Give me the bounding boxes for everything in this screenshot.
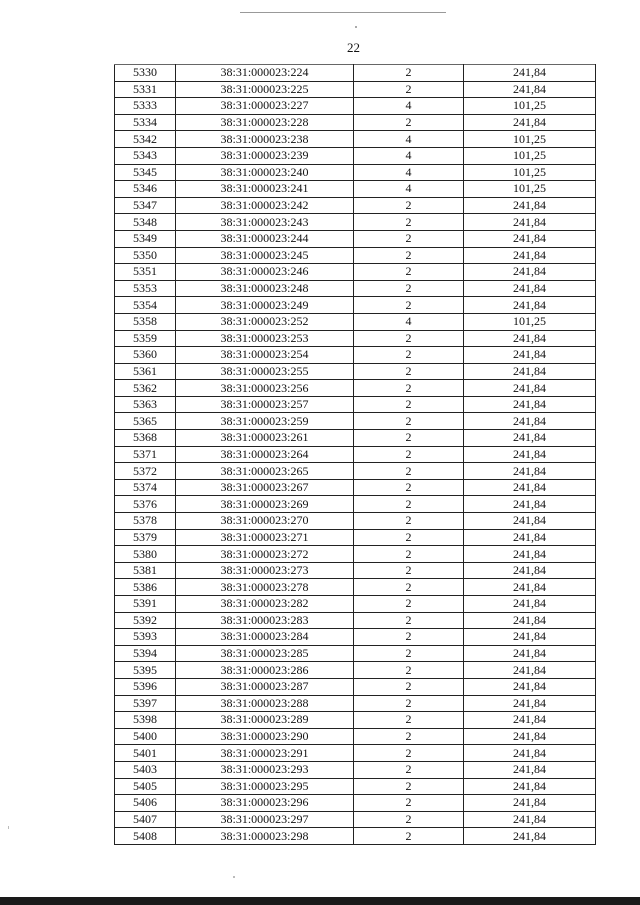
table-row	[115, 114, 596, 131]
cadastral-number-cell: 38:31:000023:244	[176, 230, 354, 247]
table-row	[115, 745, 596, 762]
count-cell: 2	[354, 612, 464, 629]
count-cell: 2	[354, 596, 464, 613]
cadastral-number-cell: 38:31:000023:239	[176, 147, 354, 164]
row-number-cell: 5405	[115, 778, 176, 795]
count-cell: 2	[354, 247, 464, 264]
count-cell: 4	[354, 164, 464, 181]
value-cell: 241,84	[464, 65, 596, 82]
row-number-cell: 5396	[115, 678, 176, 695]
scan-speck	[8, 826, 9, 829]
cadastral-number-cell: 38:31:000023:241	[176, 181, 354, 198]
row-number-cell: 5376	[115, 496, 176, 513]
cadastral-number-cell: 38:31:000023:278	[176, 579, 354, 596]
value-cell: 241,84	[464, 264, 596, 281]
cadastral-number-cell: 38:31:000023:224	[176, 65, 354, 82]
table-row	[115, 380, 596, 397]
row-number-cell: 5345	[115, 164, 176, 181]
value-cell: 101,25	[464, 164, 596, 181]
table-row	[115, 761, 596, 778]
row-number-cell: 5406	[115, 795, 176, 812]
cadastral-number-cell: 38:31:000023:287	[176, 678, 354, 695]
value-cell: 241,84	[464, 81, 596, 98]
cadastral-number-cell: 38:31:000023:248	[176, 280, 354, 297]
cadastral-number-cell: 38:31:000023:286	[176, 662, 354, 679]
cadastral-number-cell: 38:31:000023:255	[176, 363, 354, 380]
row-number-cell: 5360	[115, 347, 176, 364]
table-row	[115, 430, 596, 447]
row-number-cell: 5408	[115, 828, 176, 845]
count-cell: 2	[354, 546, 464, 563]
row-number-cell: 5330	[115, 65, 176, 82]
count-cell: 2	[354, 413, 464, 430]
count-cell: 4	[354, 181, 464, 198]
value-cell: 241,84	[464, 347, 596, 364]
cadastral-number-cell: 38:31:000023:225	[176, 81, 354, 98]
value-cell: 241,84	[464, 811, 596, 828]
value-cell: 241,84	[464, 596, 596, 613]
row-number-cell: 5358	[115, 313, 176, 330]
count-cell: 2	[354, 280, 464, 297]
value-cell: 241,84	[464, 446, 596, 463]
count-cell: 4	[354, 131, 464, 148]
count-cell: 2	[354, 380, 464, 397]
count-cell: 2	[354, 761, 464, 778]
cadastral-number-cell: 38:31:000023:272	[176, 546, 354, 563]
value-cell: 241,84	[464, 828, 596, 845]
table-row	[115, 347, 596, 364]
count-cell: 2	[354, 728, 464, 745]
count-cell: 2	[354, 396, 464, 413]
count-cell: 2	[354, 230, 464, 247]
cadastral-number-cell: 38:31:000023:243	[176, 214, 354, 231]
scan-bottom-edge	[0, 897, 640, 905]
table-row	[115, 280, 596, 297]
row-number-cell: 5393	[115, 629, 176, 646]
cadastral-number-cell: 38:31:000023:288	[176, 695, 354, 712]
table-row	[115, 596, 596, 613]
value-cell: 241,84	[464, 363, 596, 380]
table-row	[115, 81, 596, 98]
row-number-cell: 5398	[115, 712, 176, 729]
cadastral-number-cell: 38:31:000023:291	[176, 745, 354, 762]
count-cell: 2	[354, 330, 464, 347]
cadastral-number-cell: 38:31:000023:283	[176, 612, 354, 629]
value-cell: 241,84	[464, 496, 596, 513]
cadastral-number-cell: 38:31:000023:240	[176, 164, 354, 181]
count-cell: 2	[354, 795, 464, 812]
table-row	[115, 230, 596, 247]
count-cell: 2	[354, 645, 464, 662]
table-row	[115, 828, 596, 845]
value-cell: 241,84	[464, 695, 596, 712]
value-cell: 241,84	[464, 297, 596, 314]
cadastral-number-cell: 38:31:000023:259	[176, 413, 354, 430]
value-cell: 101,25	[464, 313, 596, 330]
table-row	[115, 363, 596, 380]
row-number-cell: 5353	[115, 280, 176, 297]
value-cell: 241,84	[464, 778, 596, 795]
value-cell: 241,84	[464, 380, 596, 397]
table-row	[115, 479, 596, 496]
value-cell: 241,84	[464, 247, 596, 264]
cadastral-number-cell: 38:31:000023:264	[176, 446, 354, 463]
count-cell: 2	[354, 347, 464, 364]
cadastral-number-cell: 38:31:000023:284	[176, 629, 354, 646]
count-cell: 2	[354, 197, 464, 214]
row-number-cell: 5351	[115, 264, 176, 281]
row-number-cell: 5365	[115, 413, 176, 430]
value-cell: 241,84	[464, 330, 596, 347]
row-number-cell: 5347	[115, 197, 176, 214]
value-cell: 241,84	[464, 546, 596, 563]
row-number-cell: 5359	[115, 330, 176, 347]
value-cell: 101,25	[464, 131, 596, 148]
table-row	[115, 546, 596, 563]
count-cell: 2	[354, 114, 464, 131]
cadastral-number-cell: 38:31:000023:261	[176, 430, 354, 447]
table-row	[115, 513, 596, 530]
value-cell: 241,84	[464, 728, 596, 745]
table-row	[115, 662, 596, 679]
value-cell: 241,84	[464, 230, 596, 247]
value-cell: 241,84	[464, 612, 596, 629]
table-row	[115, 297, 596, 314]
cadastral-number-cell: 38:31:000023:282	[176, 596, 354, 613]
row-number-cell: 5348	[115, 214, 176, 231]
cadastral-number-cell: 38:31:000023:227	[176, 98, 354, 115]
row-number-cell: 5372	[115, 463, 176, 480]
table-row	[115, 181, 596, 198]
row-number-cell: 5374	[115, 479, 176, 496]
count-cell: 2	[354, 463, 464, 480]
count-cell: 2	[354, 430, 464, 447]
cadastral-number-cell: 38:31:000023:273	[176, 562, 354, 579]
cadastral-number-cell: 38:31:000023:265	[176, 463, 354, 480]
row-number-cell: 5400	[115, 728, 176, 745]
count-cell: 2	[354, 695, 464, 712]
value-cell: 241,84	[464, 761, 596, 778]
count-cell: 4	[354, 313, 464, 330]
count-cell: 2	[354, 562, 464, 579]
row-number-cell: 5401	[115, 745, 176, 762]
row-number-cell: 5391	[115, 596, 176, 613]
count-cell: 2	[354, 828, 464, 845]
value-cell: 241,84	[464, 114, 596, 131]
table-row	[115, 313, 596, 330]
table-row	[115, 164, 596, 181]
value-cell: 241,84	[464, 430, 596, 447]
table-row	[115, 147, 596, 164]
count-cell: 2	[354, 214, 464, 231]
table-row	[115, 496, 596, 513]
value-cell: 241,84	[464, 413, 596, 430]
row-number-cell: 5350	[115, 247, 176, 264]
count-cell: 2	[354, 745, 464, 762]
cadastral-number-cell: 38:31:000023:228	[176, 114, 354, 131]
table-row	[115, 678, 596, 695]
count-cell: 2	[354, 629, 464, 646]
row-number-cell: 5403	[115, 761, 176, 778]
count-cell: 2	[354, 778, 464, 795]
row-number-cell: 5349	[115, 230, 176, 247]
cadastral-number-cell: 38:31:000023:290	[176, 728, 354, 745]
data-table	[114, 64, 596, 845]
table-row	[115, 612, 596, 629]
cadastral-number-cell: 38:31:000023:242	[176, 197, 354, 214]
table-row	[115, 629, 596, 646]
table-row	[115, 131, 596, 148]
row-number-cell: 5331	[115, 81, 176, 98]
cadastral-number-cell: 38:31:000023:252	[176, 313, 354, 330]
count-cell: 2	[354, 579, 464, 596]
row-number-cell: 5354	[115, 297, 176, 314]
count-cell: 2	[354, 264, 464, 281]
count-cell: 2	[354, 678, 464, 695]
table-row	[115, 463, 596, 480]
row-number-cell: 5333	[115, 98, 176, 115]
row-number-cell: 5361	[115, 363, 176, 380]
table-body	[115, 65, 596, 845]
table-row	[115, 65, 596, 82]
row-number-cell: 5334	[115, 114, 176, 131]
value-cell: 241,84	[464, 579, 596, 596]
row-number-cell: 5362	[115, 380, 176, 397]
count-cell: 4	[354, 147, 464, 164]
row-number-cell: 5381	[115, 562, 176, 579]
table-row	[115, 396, 596, 413]
count-cell: 2	[354, 363, 464, 380]
value-cell: 241,84	[464, 562, 596, 579]
value-cell: 101,25	[464, 181, 596, 198]
count-cell: 2	[354, 662, 464, 679]
cadastral-number-cell: 38:31:000023:289	[176, 712, 354, 729]
count-cell: 2	[354, 297, 464, 314]
count-cell: 2	[354, 65, 464, 82]
value-cell: 241,84	[464, 712, 596, 729]
row-number-cell: 5346	[115, 181, 176, 198]
count-cell: 2	[354, 712, 464, 729]
value-cell: 241,84	[464, 745, 596, 762]
table-row	[115, 778, 596, 795]
cadastral-number-cell: 38:31:000023:270	[176, 513, 354, 530]
scan-speck	[355, 26, 357, 28]
table-row	[115, 562, 596, 579]
cadastral-number-cell: 38:31:000023:256	[176, 380, 354, 397]
table-row	[115, 413, 596, 430]
value-cell: 241,84	[464, 214, 596, 231]
table-row	[115, 695, 596, 712]
table-row	[115, 795, 596, 812]
value-cell: 241,84	[464, 629, 596, 646]
value-cell: 241,84	[464, 280, 596, 297]
row-number-cell: 5378	[115, 513, 176, 530]
table-row	[115, 247, 596, 264]
value-cell: 241,84	[464, 513, 596, 530]
count-cell: 2	[354, 811, 464, 828]
cadastral-number-cell: 38:31:000023:298	[176, 828, 354, 845]
value-cell: 241,84	[464, 396, 596, 413]
value-cell: 241,84	[464, 529, 596, 546]
cadastral-number-cell: 38:31:000023:257	[176, 396, 354, 413]
cadastral-number-cell: 38:31:000023:246	[176, 264, 354, 281]
cadastral-number-cell: 38:31:000023:267	[176, 479, 354, 496]
row-number-cell: 5407	[115, 811, 176, 828]
cadastral-number-cell: 38:31:000023:254	[176, 347, 354, 364]
table-row	[115, 197, 596, 214]
count-cell: 2	[354, 446, 464, 463]
row-number-cell: 5395	[115, 662, 176, 679]
value-cell: 101,25	[464, 98, 596, 115]
value-cell: 241,84	[464, 197, 596, 214]
cadastral-number-cell: 38:31:000023:285	[176, 645, 354, 662]
cadastral-number-cell: 38:31:000023:271	[176, 529, 354, 546]
value-cell: 241,84	[464, 645, 596, 662]
table-row	[115, 529, 596, 546]
cadastral-number-cell: 38:31:000023:293	[176, 761, 354, 778]
table-row	[115, 728, 596, 745]
value-cell: 241,84	[464, 795, 596, 812]
table-row	[115, 811, 596, 828]
table-row	[115, 712, 596, 729]
page-number: 22	[347, 40, 360, 55]
row-number-cell: 5343	[115, 147, 176, 164]
count-cell: 2	[354, 81, 464, 98]
cadastral-number-cell: 38:31:000023:296	[176, 795, 354, 812]
cadastral-number-cell: 38:31:000023:249	[176, 297, 354, 314]
cadastral-number-cell: 38:31:000023:269	[176, 496, 354, 513]
row-number-cell: 5386	[115, 579, 176, 596]
cadastral-number-cell: 38:31:000023:297	[176, 811, 354, 828]
cadastral-number-cell: 38:31:000023:238	[176, 131, 354, 148]
count-cell: 2	[354, 529, 464, 546]
row-number-cell: 5342	[115, 131, 176, 148]
row-number-cell: 5380	[115, 546, 176, 563]
value-cell: 241,84	[464, 678, 596, 695]
count-cell: 2	[354, 513, 464, 530]
table-row	[115, 214, 596, 231]
table-row	[115, 330, 596, 347]
table-row	[115, 98, 596, 115]
cadastral-number-cell: 38:31:000023:245	[176, 247, 354, 264]
cadastral-number-cell: 38:31:000023:295	[176, 778, 354, 795]
row-number-cell: 5368	[115, 430, 176, 447]
value-cell: 241,84	[464, 463, 596, 480]
row-number-cell: 5394	[115, 645, 176, 662]
count-cell: 4	[354, 98, 464, 115]
row-number-cell: 5397	[115, 695, 176, 712]
table-row	[115, 264, 596, 281]
table-row	[115, 446, 596, 463]
table-row	[115, 579, 596, 596]
top-rule	[240, 12, 446, 13]
value-cell: 101,25	[464, 147, 596, 164]
count-cell: 2	[354, 479, 464, 496]
value-cell: 241,84	[464, 662, 596, 679]
row-number-cell: 5363	[115, 396, 176, 413]
table-row	[115, 645, 596, 662]
cadastral-number-cell: 38:31:000023:253	[176, 330, 354, 347]
value-cell: 241,84	[464, 479, 596, 496]
row-number-cell: 5371	[115, 446, 176, 463]
row-number-cell: 5379	[115, 529, 176, 546]
row-number-cell: 5392	[115, 612, 176, 629]
count-cell: 2	[354, 496, 464, 513]
scan-speck	[233, 876, 235, 878]
